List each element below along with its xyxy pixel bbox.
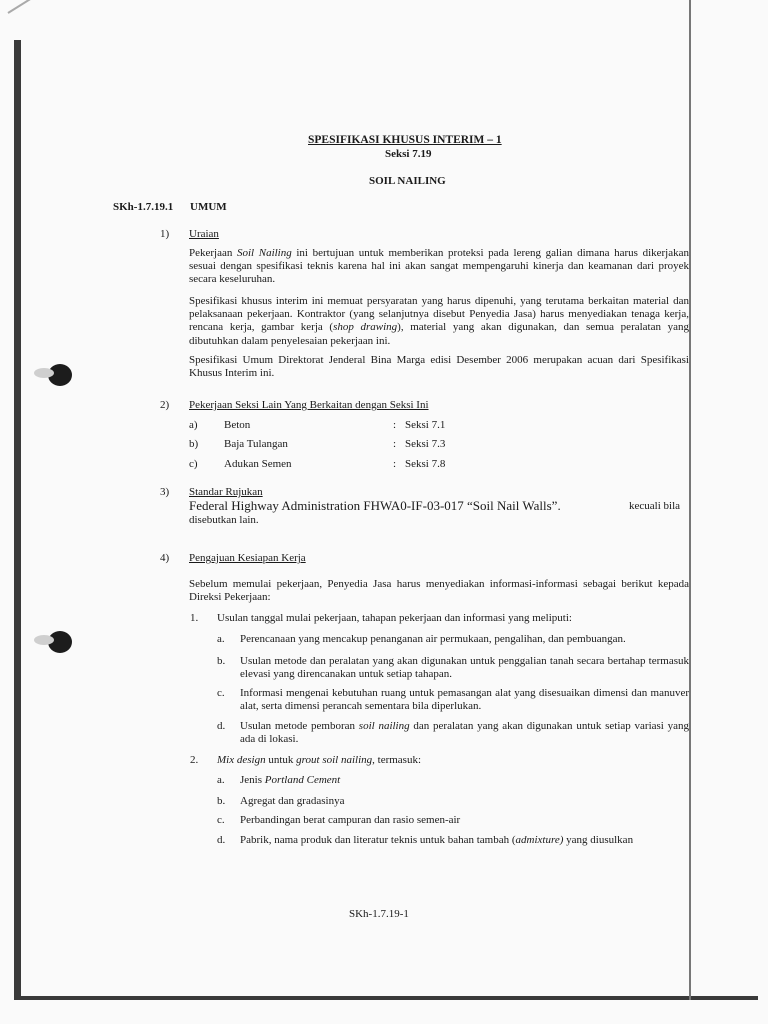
paper-scratch bbox=[7, 0, 47, 14]
list-separator: : bbox=[393, 438, 397, 450]
sub-text: Pabrik, nama produk dan literatur teknis untuk bahan tambah (admixture) yang diusulkan bbox=[240, 834, 634, 846]
paragraph: Spesifikasi Umum Direktorat Jenderal Bina Marga edisi Desember 2006 merupakan acuan dari Spesifikasi Khusus Interim ini. bbox=[189, 354, 689, 380]
sub-text: Perencanaan yang mencakup penanganan air permukaan, pengalihan, dan pembuangan. bbox=[240, 633, 626, 645]
sub-text: Informasi mengenai kebutuhan ruang untuk pemasangan alat yang disesuaikan dimensi dan manuver alat, serta dimensi perancah sementara bila diperlukan. bbox=[240, 687, 689, 713]
sub-letter: c. bbox=[217, 814, 225, 826]
sub-letter: a. bbox=[217, 633, 225, 645]
page-footer: SKh-1.7.19-1 bbox=[349, 908, 409, 920]
paragraph: Sebelum memulai pekerjaan, Penyedia Jasa harus menyediakan informasi-informasi sebagai berikut kepada Direksi Pekerjaan: bbox=[189, 578, 689, 604]
list-letter: c) bbox=[189, 458, 198, 470]
paragraph: Spesifikasi khusus interim ini memuat persyaratan yang harus dipenuhi, yang terutama berkaitan material dan pelaksanaan pekerjaan. Kontraktor (yang selanjutnya disebut Penyedia Jasa) harus menyediakan tenaga kerja, rencana kerja, gambar kerja (shop drawing), material yang akan digunakan, dan semua peralatan yang dibutuhkan dalam penyelesaian pekerjaan ini. bbox=[189, 295, 689, 347]
sub-letter: b. bbox=[217, 795, 226, 807]
item-number: 3) bbox=[160, 486, 170, 498]
list-number: 2. bbox=[190, 754, 199, 766]
sub-letter: d. bbox=[217, 834, 226, 846]
item-number: 2) bbox=[160, 399, 170, 411]
list-separator: : bbox=[393, 458, 397, 470]
list-ref: Seksi 7.1 bbox=[405, 419, 446, 431]
sub-text: Jenis Portland Cement bbox=[240, 774, 341, 786]
list-letter: a) bbox=[189, 419, 198, 431]
list-ref: Seksi 7.3 bbox=[405, 438, 446, 450]
document-title: SPESIFIKASI KHUSUS INTERIM – 1 bbox=[308, 134, 502, 146]
punch-hole-icon bbox=[48, 631, 72, 653]
item-title: Pekerjaan Seksi Lain Yang Berkaitan dengan Seksi Ini bbox=[189, 399, 429, 411]
list-name: Adukan Semen bbox=[224, 458, 292, 470]
section-code: SKh-1.7.19.1 bbox=[113, 201, 174, 213]
sub-letter: d. bbox=[217, 720, 226, 732]
sub-letter: b. bbox=[217, 655, 226, 667]
item-number: 1) bbox=[160, 228, 170, 240]
list-name: Beton bbox=[224, 419, 251, 431]
list-text: Usulan tanggal mulai pekerjaan, tahapan pekerjaan dan informasi yang meliputi: bbox=[217, 612, 572, 624]
list-name: Baja Tulangan bbox=[224, 438, 288, 450]
reference-note: disebutkan lain. bbox=[189, 514, 259, 526]
item-title: Pengajuan Kesiapan Kerja bbox=[189, 552, 306, 564]
list-text: Mix design untuk grout soil nailing, termasuk: bbox=[217, 754, 422, 766]
sub-text: Usulan metode pemboran soil nailing dan peralatan yang akan digunakan untuk setiap variasi yang ada di lokasi. bbox=[240, 720, 689, 746]
sub-text: Perbandingan berat campuran dan rasio semen-air bbox=[240, 814, 461, 826]
page-left-edge bbox=[14, 40, 21, 1000]
sub-text: Agregat dan gradasinya bbox=[240, 795, 345, 807]
list-ref: Seksi 7.8 bbox=[405, 458, 446, 470]
section-number: Seksi 7.19 bbox=[385, 148, 432, 160]
section-label: UMUM bbox=[190, 201, 227, 213]
section-topic: SOIL NAILING bbox=[369, 175, 446, 187]
paragraph: Pekerjaan Soil Nailing ini bertujuan untuk memberikan proteksi pada lereng galian dimana harus dikerjakan sesuai dengan spesifikasi teknis karena hal ini akan sangat mempengaruhi kinerja dan keamanan dari proyek secara keseluruhan. bbox=[189, 247, 689, 286]
punch-hole-icon bbox=[48, 364, 72, 386]
list-letter: b) bbox=[189, 438, 199, 450]
page-bottom-edge bbox=[14, 996, 758, 1000]
list-number: 1. bbox=[190, 612, 199, 624]
list-separator: : bbox=[393, 419, 397, 431]
item-title: Uraian bbox=[189, 228, 219, 240]
page-right-edge bbox=[689, 0, 691, 1000]
reference-note: kecuali bila bbox=[629, 500, 681, 512]
sub-letter: a. bbox=[217, 774, 225, 786]
item-number: 4) bbox=[160, 552, 170, 564]
sub-text: Usulan metode dan peralatan yang akan digunakan untuk penggalian tanah secara bertahap termasuk elevasi yang direncanakan untuk setiap tahapan. bbox=[240, 655, 689, 681]
item-title: Standar Rujukan bbox=[189, 486, 263, 498]
sub-letter: c. bbox=[217, 687, 225, 699]
reference-standard: Federal Highway Administration FHWA0-IF-03-017 “Soil Nail Walls”. bbox=[189, 498, 561, 513]
